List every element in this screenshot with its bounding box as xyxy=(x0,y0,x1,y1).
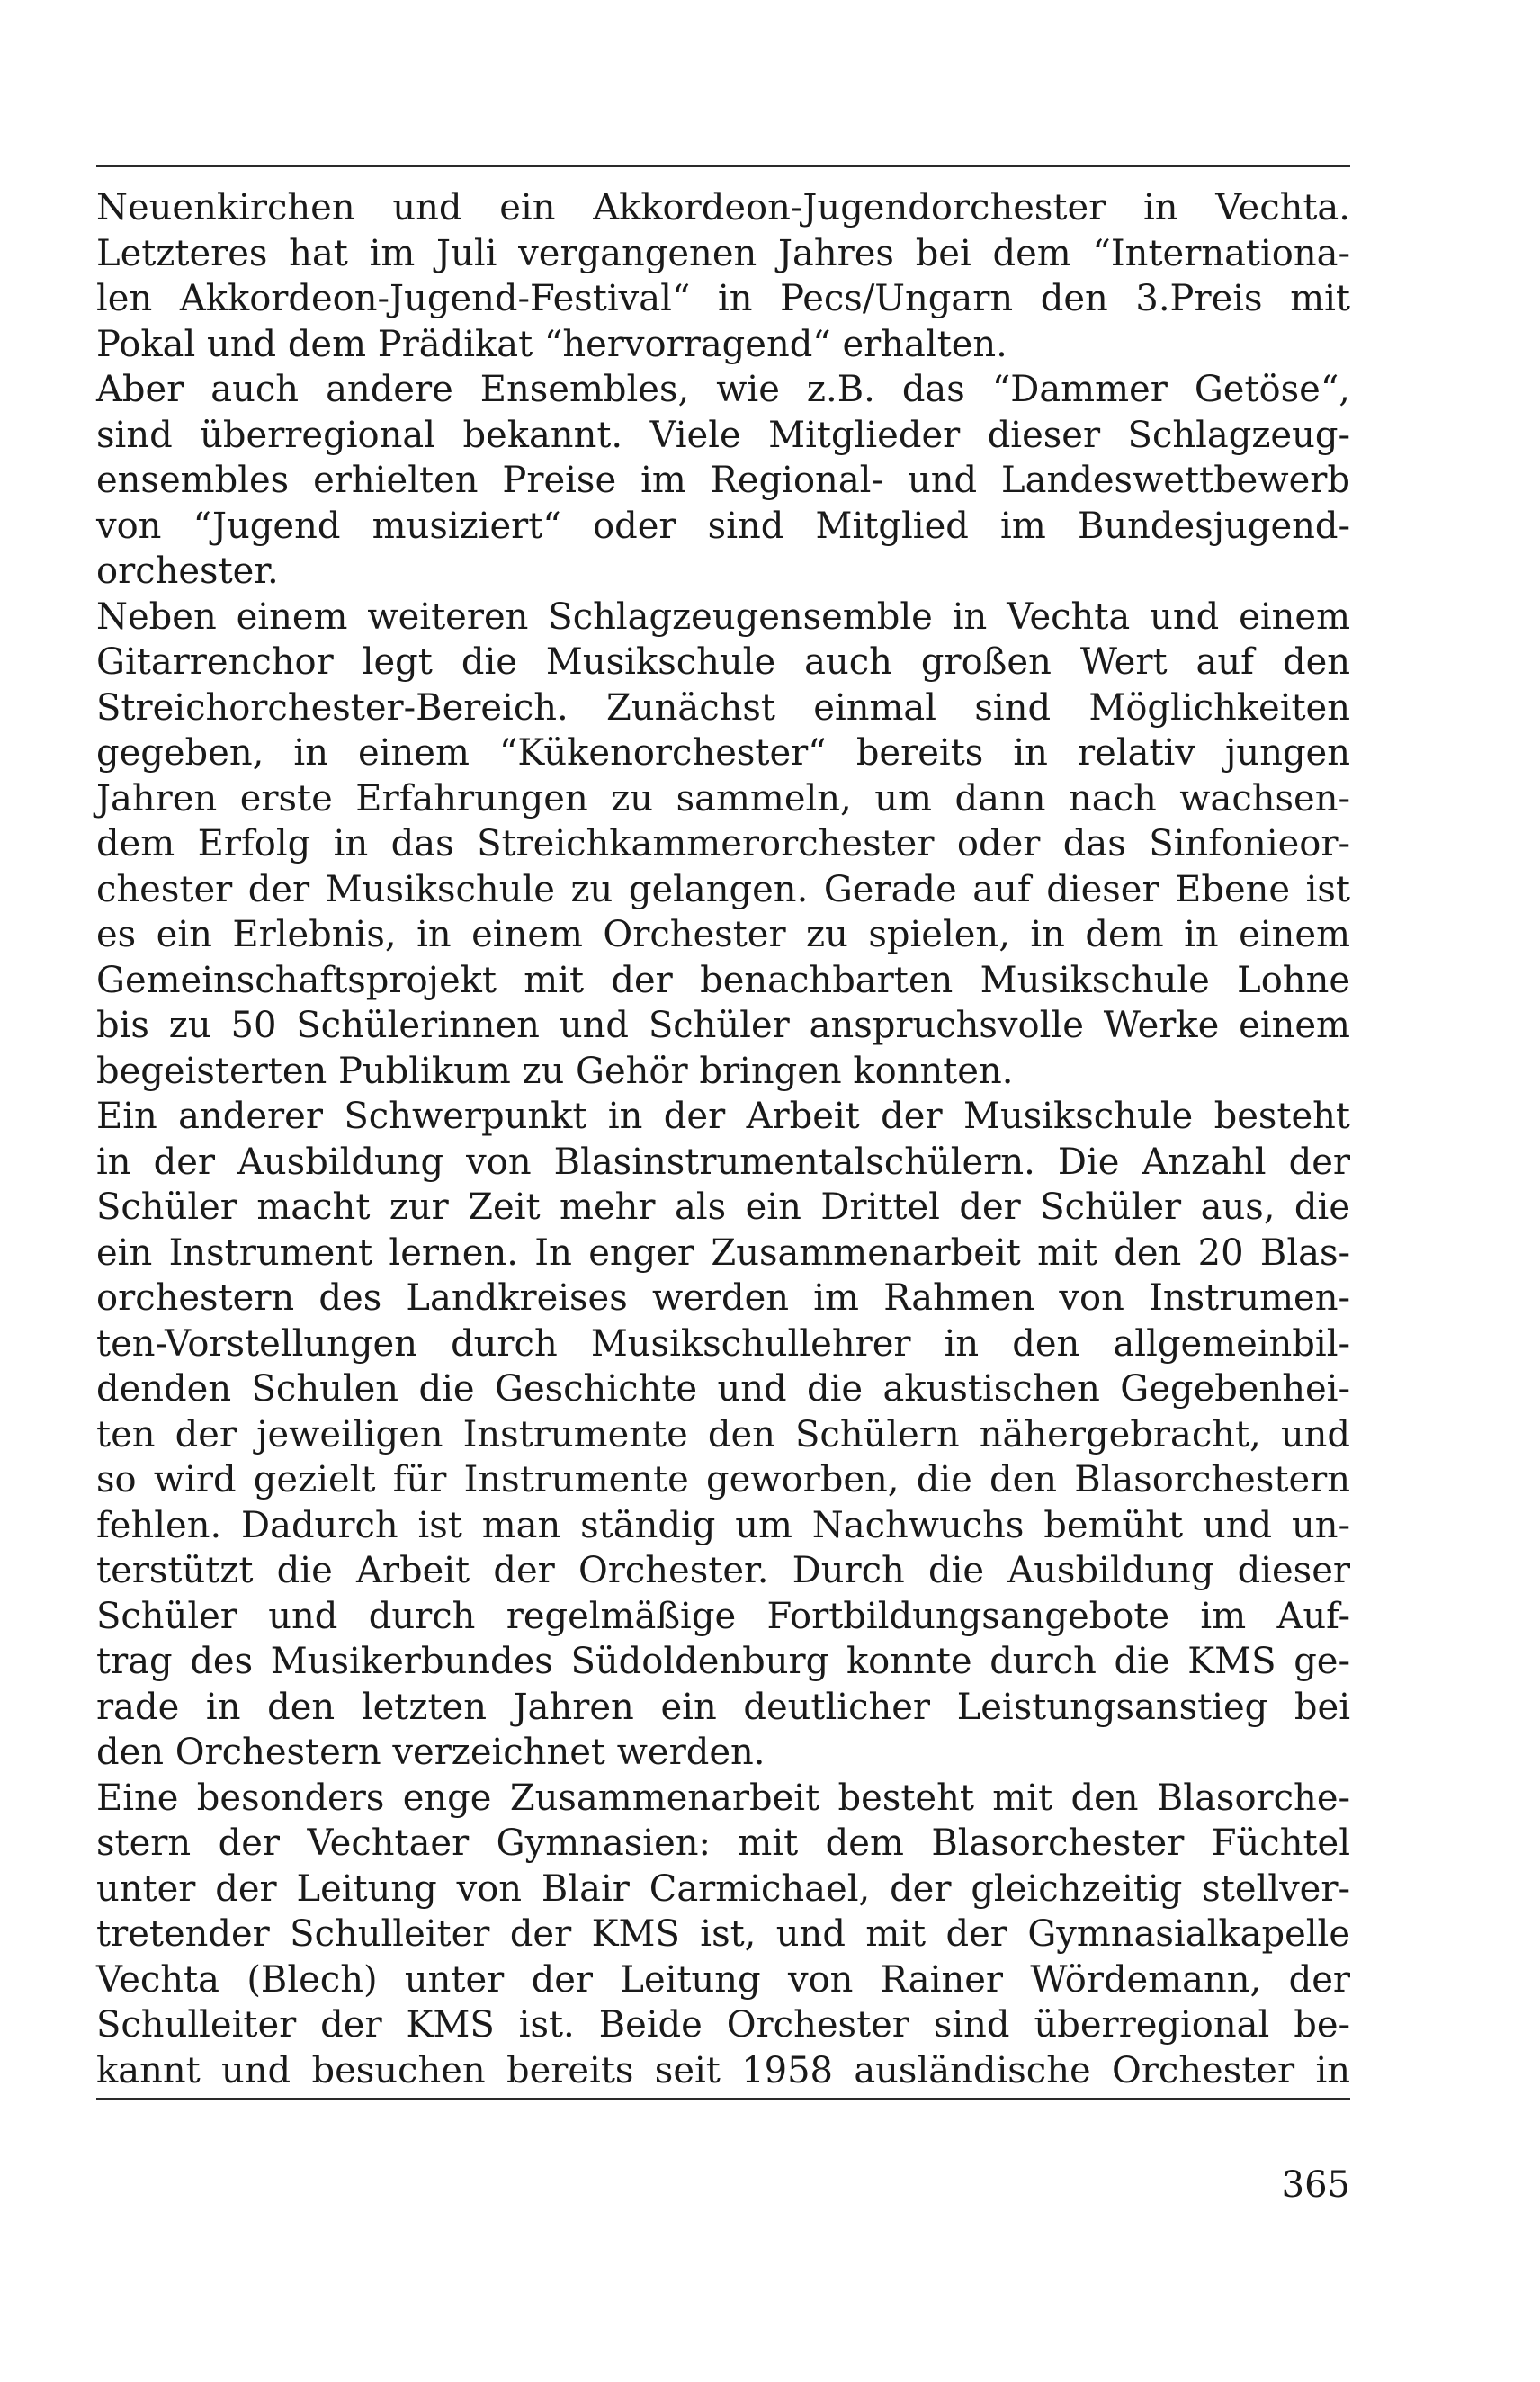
text-line: kannt und besuchen bereits seit 1958 ausländische Orchester in xyxy=(96,2049,1350,2091)
text-line: so wird gezielt für Instrumente geworben, die den Blasorchestern xyxy=(96,1459,1350,1500)
text-line: bis zu 50 Schülerinnen und Schüler anspruchsvolle Werke einem xyxy=(96,1005,1350,1046)
text-line: orchester. xyxy=(96,551,279,592)
text-line: orchestern des Landkreises werden im Rahmen von Instrumen- xyxy=(96,1277,1350,1319)
text-line: ensembles erhielten Preise im Regional- und Landeswettbewerb xyxy=(96,460,1350,501)
page-number: 365 xyxy=(1281,2164,1350,2206)
text-line: gegeben, in einem “Kükenorchester“ bereits in relativ jungen xyxy=(96,732,1350,774)
text-line: unter der Leitung von Blair Carmichael, der gleichzeitig stellver- xyxy=(96,1867,1350,1910)
text-line: von “Jugend musiziert“ oder sind Mitglied im Bundesjugend- xyxy=(96,505,1350,547)
text-line: Neuenkirchen und ein Akkordeon-Jugendorchester in Vechta. xyxy=(96,187,1350,228)
text-line: Gitarrenchor legt die Musikschule auch großen Wert auf den xyxy=(96,641,1350,683)
text-line: Schüler und durch regelmäßige Fortbildungsangebote im Auf- xyxy=(96,1595,1350,1637)
text-line: dem Erfolg in das Streichkammerorchester oder das Sinfonieor- xyxy=(96,823,1350,864)
body-text xyxy=(96,185,1350,2093)
text-line: ten der jeweiligen Instrumente den Schülern nähergebracht, und xyxy=(96,1413,1350,1455)
text-line: ein Instrument lernen. In enger Zusammenarbeit mit den 20 Blas- xyxy=(96,1231,1350,1274)
text-line: ten-Vorstellungen durch Musikschullehrer in den allgemeinbil- xyxy=(96,1322,1350,1365)
text-line: Letzteres hat im Juli vergangenen Jahres bei dem “Internationa- xyxy=(96,232,1350,274)
text-line: chester der Musikschule zu gelangen. Gerade auf dieser Ebene ist xyxy=(96,868,1350,910)
text-line: Neben einem weiteren Schlagzeugensemble in Vechta und einem xyxy=(96,596,1350,638)
text-line: denden Schulen die Geschichte und die akustischen Gegebenhei- xyxy=(96,1368,1350,1410)
text-line: in der Ausbildung von Blasinstrumentalschülern. Die Anzahl der xyxy=(96,1141,1350,1183)
text-line: Streichorchester-Bereich. Zunächst einmal sind Möglichkeiten xyxy=(96,686,1350,729)
text-line: rade in den letzten Jahren ein deutlicher Leistungsanstieg bei xyxy=(96,1686,1350,1728)
text-line: Jahren erste Erfahrungen zu sammeln, um dann nach wachsen- xyxy=(96,777,1350,819)
text-line: begeisterten Publikum zu Gehör bringen konnten. xyxy=(96,1050,1014,1092)
text-line: Vechta (Blech) unter der Leitung von Rainer Wördemann, der xyxy=(96,1958,1350,2001)
text-line: es ein Erlebnis, in einem Orchester zu spielen, in dem in einem xyxy=(96,914,1350,955)
bottom-rule xyxy=(96,2098,1350,2100)
text-line: len Akkordeon-Jugend-Festival“ in Pecs/Ungarn den 3.Preis mit xyxy=(96,278,1350,319)
text-line: stern der Vechtaer Gymnasien: mit dem Blasorchester Füchtel xyxy=(96,1822,1350,1864)
text-line: Schulleiter der KMS ist. Beide Orchester sind überregional be- xyxy=(96,2004,1350,2046)
text-line: tretender Schulleiter der KMS ist, und mit der Gymnasialkapelle xyxy=(96,1913,1350,1955)
text-line: sind überregional bekannt. Viele Mitglieder dieser Schlagzeug- xyxy=(96,414,1350,456)
text-line: Pokal und dem Prädikat “hervorragend“ erhalten. xyxy=(96,323,1007,365)
text-line: fehlen. Dadurch ist man ständig um Nachwuchs bemüht und un- xyxy=(96,1504,1350,1546)
text-line: Aber auch andere Ensembles, wie z.B. das “Dammer Getöse“, xyxy=(96,369,1350,410)
text-line: terstützt die Arbeit der Orchester. Durch die Ausbildung dieser xyxy=(96,1550,1350,1591)
text-line: Eine besonders enge Zusammenarbeit besteht mit den Blasorche- xyxy=(96,1777,1350,1819)
text-line: trag des Musikerbundes Südoldenburg konnte durch die KMS ge- xyxy=(96,1641,1350,1682)
text-line: den Orchestern verzeichnet werden. xyxy=(96,1732,766,1773)
text-line: Gemeinschaftsprojekt mit der benachbarten Musikschule Lohne xyxy=(96,959,1350,1001)
text-line: Ein anderer Schwerpunkt in der Arbeit der Musikschule besteht xyxy=(96,1096,1350,1137)
text-line: Schüler macht zur Zeit mehr als ein Drittel der Schüler aus, die xyxy=(96,1187,1350,1228)
top-rule xyxy=(96,165,1350,167)
